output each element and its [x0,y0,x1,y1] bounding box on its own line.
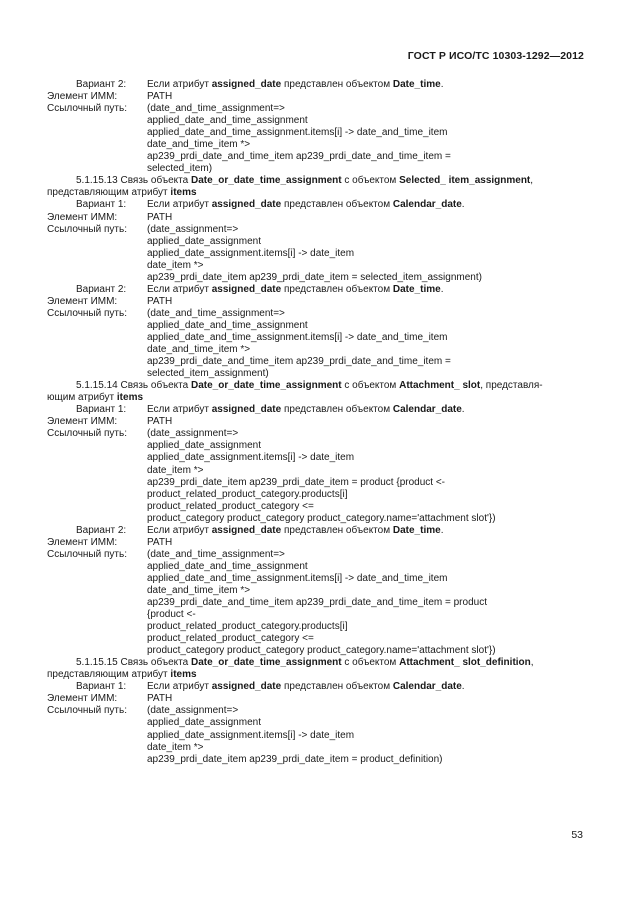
row-label [47,151,147,163]
row-value [147,428,587,440]
row-label [47,127,147,139]
bold-term: items [170,669,197,681]
text-run: Если атрибут [147,283,212,295]
text-run: date_and_time_item *> [147,139,251,151]
definition-row [47,452,587,464]
row-label: Элемент ИММ: [47,91,118,103]
definition-row [47,284,587,296]
row-value [147,573,587,585]
row-value [147,440,587,452]
definition-row [47,705,587,717]
text-run: ющим атрибут [47,392,117,404]
text-run: applied_date_and_time_assignment [147,115,308,127]
bold-term: assigned_date [211,681,282,693]
row-label [47,730,147,742]
definition-row [47,597,587,609]
text-run: представлен объектом [281,524,393,536]
row-value [147,645,587,657]
row-label [47,248,147,260]
row-label [47,597,147,609]
row-label: Ссылочный путь: [47,103,127,115]
row-label: Вариант 2: [76,524,127,536]
row-label [47,609,147,621]
definition-row [47,440,587,452]
row-value [147,79,587,91]
bold-term: Attachment_ slot [399,380,481,392]
row-label [47,742,147,754]
text-run: selected_item_assignment) [147,368,269,380]
section-heading [47,175,587,187]
row-label: Элемент ИММ: [47,211,118,223]
standard-header: ГОСТ Р ИСО/ТС 10303-1292—2012 [407,50,584,62]
row-value [147,597,587,609]
text-run: date_and_time_item *> [147,584,251,596]
row-value [147,681,587,693]
definition-row [47,79,587,91]
row-value [147,705,587,717]
row-value [147,717,587,729]
row-label: Элемент ИММ: [47,416,118,428]
row-label [47,717,147,729]
definition-row [47,199,587,211]
text-run: Если атрибут [147,681,212,693]
document-body [47,79,587,766]
row-value [147,332,587,344]
bold-term: assigned_date [211,79,282,90]
text-run: applied_date_and_time_assignment.items[i] -> date_and_time_item [147,572,448,584]
text-run: представлен объектом [281,404,393,416]
text-run: (date_and_time_assignment=> [147,548,285,560]
row-label: Вариант 2: [76,79,127,90]
bold-term: Date_or_date_time_assignment [190,175,342,187]
row-value [147,621,587,633]
row-value [147,308,587,320]
definition-row [47,320,587,332]
row-label: Элемент ИММ: [47,536,118,548]
text-run: date_item *> [147,741,204,753]
row-value [147,465,587,477]
definition-row [47,248,587,260]
row-label: Ссылочный путь: [47,307,127,319]
definition-row [47,501,587,513]
definition-row [47,308,587,320]
text-run: applied_date_assignment [147,440,261,452]
text-run: Если атрибут [147,199,212,211]
text-run: Если атрибут [147,404,212,416]
row-value [147,416,587,428]
row-label: Вариант 2: [76,283,127,295]
bold-term: assigned_date [211,404,282,416]
text-run: Если атрибут [147,79,212,90]
bold-term: assigned_date [211,199,282,211]
row-label [47,452,147,464]
row-value [147,742,587,754]
row-label [47,573,147,585]
row-label [47,344,147,356]
row-label [47,621,147,633]
row-value [147,537,587,549]
text-run: . [461,199,465,211]
definition-row [47,645,587,657]
bold-term: Selected_ item_assignment [399,175,531,187]
row-label [47,645,147,657]
text-run: product_category product_category product_category.name='attachment slot'}) [147,512,496,524]
text-run: PATH [147,416,173,428]
text-run: представлен объектом [281,199,393,211]
row-label [47,465,147,477]
definition-row [47,236,587,248]
text-run: ap239_prdi_date_item ap239_prdi_date_item = product_definition) [147,753,443,765]
row-value [147,139,587,151]
text-run: {product <- [147,609,196,621]
bold-term: assigned_date [211,524,282,536]
text-run: ap239_prdi_date_and_time_item ap239_prdi_date_and_time_item = [147,151,451,163]
row-value [147,693,587,705]
row-label [47,260,147,272]
bold-term: Attachment_ slot_definition [399,657,531,669]
definition-row [47,717,587,729]
text-run: (date_and_time_assignment=> [147,103,285,115]
definition-row [47,416,587,428]
bold-term: Date_or_date_time_assignment [190,380,342,392]
text-run: applied_date_and_time_assignment.items[i] -> date_and_time_item [147,331,448,343]
row-value [147,260,587,272]
row-value [147,163,587,175]
text-run: applied_date_assignment.items[i] -> date_item [147,452,355,464]
row-value [147,320,587,332]
text-run: 5.1.15.14 Связь объекта [76,380,191,392]
row-value [147,272,587,284]
row-value [147,730,587,742]
definition-row [47,115,587,127]
section-heading-continuation [47,392,587,404]
text-run: date_item *> [147,259,204,271]
row-value [147,344,587,356]
definition-row [47,525,587,537]
definition-row [47,693,587,705]
row-label [47,440,147,452]
row-label: Элемент ИММ: [47,295,118,307]
text-run: date_and_time_item *> [147,344,251,356]
row-label [47,633,147,645]
definition-row [47,585,587,597]
bold-term: Date_or_date_time_assignment [190,657,342,669]
text-run: . [440,524,444,536]
text-run: , [530,175,534,187]
row-value [147,513,587,525]
page-number: 53 [571,829,583,841]
definition-row [47,573,587,585]
definition-row [47,344,587,356]
bold-term: Date_time [392,79,441,90]
text-run: представлен объектом [281,283,393,295]
row-value [147,248,587,260]
bold-term: items [170,187,197,199]
text-run: date_item *> [147,464,204,476]
text-run: product_related_product_category <= [147,633,314,645]
row-value [147,525,587,537]
row-label [47,561,147,573]
definition-row [47,489,587,501]
definition-row [47,224,587,236]
row-value [147,91,587,103]
row-value [147,296,587,308]
row-label [47,320,147,332]
section-heading-continuation [47,187,587,199]
row-value [147,284,587,296]
row-label: Ссылочный путь: [47,223,127,235]
text-run: с объектом [341,175,400,187]
row-label [47,139,147,151]
row-value [147,224,587,236]
text-run: ap239_prdi_date_and_time_item ap239_prdi_date_and_time_item = product [147,597,487,609]
row-label [47,501,147,513]
text-run: product_related_product_category.products[i] [147,488,348,500]
row-value [147,754,587,766]
text-run: (date_assignment=> [147,705,239,717]
text-run: PATH [147,211,173,223]
text-run: PATH [147,693,173,705]
text-run: . [461,404,465,416]
definition-row [47,260,587,272]
section-heading [47,657,587,669]
text-run: applied_date_assignment [147,235,261,247]
row-value [147,356,587,368]
definition-row [47,621,587,633]
definition-row [47,633,587,645]
definition-row [47,272,587,284]
bold-term: items [116,392,144,404]
text-run: applied_date_assignment.items[i] -> date_item [147,247,355,259]
text-run: 5.1.15.13 Связь объекта [76,175,191,187]
text-run: . [440,79,444,90]
text-run: Если атрибут [147,524,212,536]
definition-row [47,151,587,163]
text-run: ap239_prdi_date_item ap239_prdi_date_item = product {product <- [147,476,445,488]
row-label [47,115,147,127]
text-run: applied_date_and_time_assignment.items[i] -> date_and_time_item [147,127,448,139]
row-value [147,404,587,416]
definition-row [47,477,587,489]
text-run: представлен объектом [281,79,393,90]
text-run: , [530,657,534,669]
bold-term: Calendar_date [392,681,462,693]
text-run: представлен объектом [281,681,393,693]
row-value [147,212,587,224]
text-run: представляющим атрибут [47,669,171,681]
text-run: ap239_prdi_date_item ap239_prdi_date_item = selected_item_assignment) [147,271,482,283]
text-run: PATH [147,536,173,548]
text-run: ap239_prdi_date_and_time_item ap239_prdi_date_and_time_item = [147,356,451,368]
row-label [47,163,147,175]
row-value [147,633,587,645]
row-label: Вариант 1: [76,404,127,416]
text-run: представляющим атрибут [47,187,171,199]
definition-row [47,513,587,525]
row-value [147,477,587,489]
text-run: PATH [147,295,173,307]
row-value [147,199,587,211]
row-value [147,127,587,139]
definition-row [47,404,587,416]
row-label [47,356,147,368]
text-run: (date_assignment=> [147,223,239,235]
text-run: product_related_product_category <= [147,500,314,512]
section-heading-continuation [47,669,587,681]
text-run: . [461,681,465,693]
row-label [47,332,147,344]
text-run: applied_date_and_time_assignment [147,319,308,331]
definition-row [47,730,587,742]
text-run: , представля- [480,380,543,392]
row-label [47,489,147,501]
text-run: с объектом [341,657,400,669]
text-run: applied_date_assignment [147,717,261,729]
text-run: applied_date_assignment.items[i] -> date_item [147,729,355,741]
text-run: (date_and_time_assignment=> [147,307,285,319]
definition-row [47,163,587,175]
row-label: Ссылочный путь: [47,428,127,440]
definition-row [47,356,587,368]
text-run: . [440,283,444,295]
row-label: Ссылочный путь: [47,705,127,717]
row-value [147,561,587,573]
definition-row [47,368,587,380]
definition-row [47,139,587,151]
text-run: product_category product_category product_category.name='attachment slot'}) [147,645,496,657]
definition-row [47,754,587,766]
row-value [147,236,587,248]
row-label [47,368,147,380]
row-value [147,103,587,115]
definition-row [47,127,587,139]
row-label: Элемент ИММ: [47,693,118,705]
row-label [47,754,147,766]
text-run: selected_item) [147,163,213,175]
row-value [147,501,587,513]
row-value [147,609,587,621]
bold-term: Calendar_date [392,199,462,211]
definition-row [47,549,587,561]
definition-row [47,609,587,621]
bold-term: Date_time [392,283,441,295]
row-label: Ссылочный путь: [47,548,127,560]
definition-row [47,296,587,308]
row-value [147,115,587,127]
definition-row [47,332,587,344]
definition-row [47,91,587,103]
definition-row [47,537,587,549]
row-label [47,513,147,525]
definition-row [47,742,587,754]
text-run: PATH [147,91,173,103]
row-value [147,489,587,501]
text-run: applied_date_and_time_assignment [147,560,308,572]
bold-term: assigned_date [211,283,282,295]
text-run: 5.1.15.15 Связь объекта [76,657,191,669]
row-label [47,272,147,284]
row-label [47,585,147,597]
row-value [147,368,587,380]
row-label: Вариант 1: [76,199,127,211]
row-value [147,585,587,597]
definition-row [47,561,587,573]
row-value [147,151,587,163]
definition-row [47,465,587,477]
row-label [47,236,147,248]
row-value [147,549,587,561]
bold-term: Calendar_date [392,404,462,416]
bold-term: Date_time [392,524,441,536]
text-run: (date_assignment=> [147,428,239,440]
text-run: product_related_product_category.products[i] [147,621,348,633]
row-value [147,452,587,464]
row-label: Вариант 1: [76,681,127,693]
section-heading [47,380,587,392]
text-run: с объектом [341,380,400,392]
definition-row [47,681,587,693]
definition-row [47,212,587,224]
row-label [47,477,147,489]
definition-row [47,428,587,440]
definition-row [47,103,587,115]
